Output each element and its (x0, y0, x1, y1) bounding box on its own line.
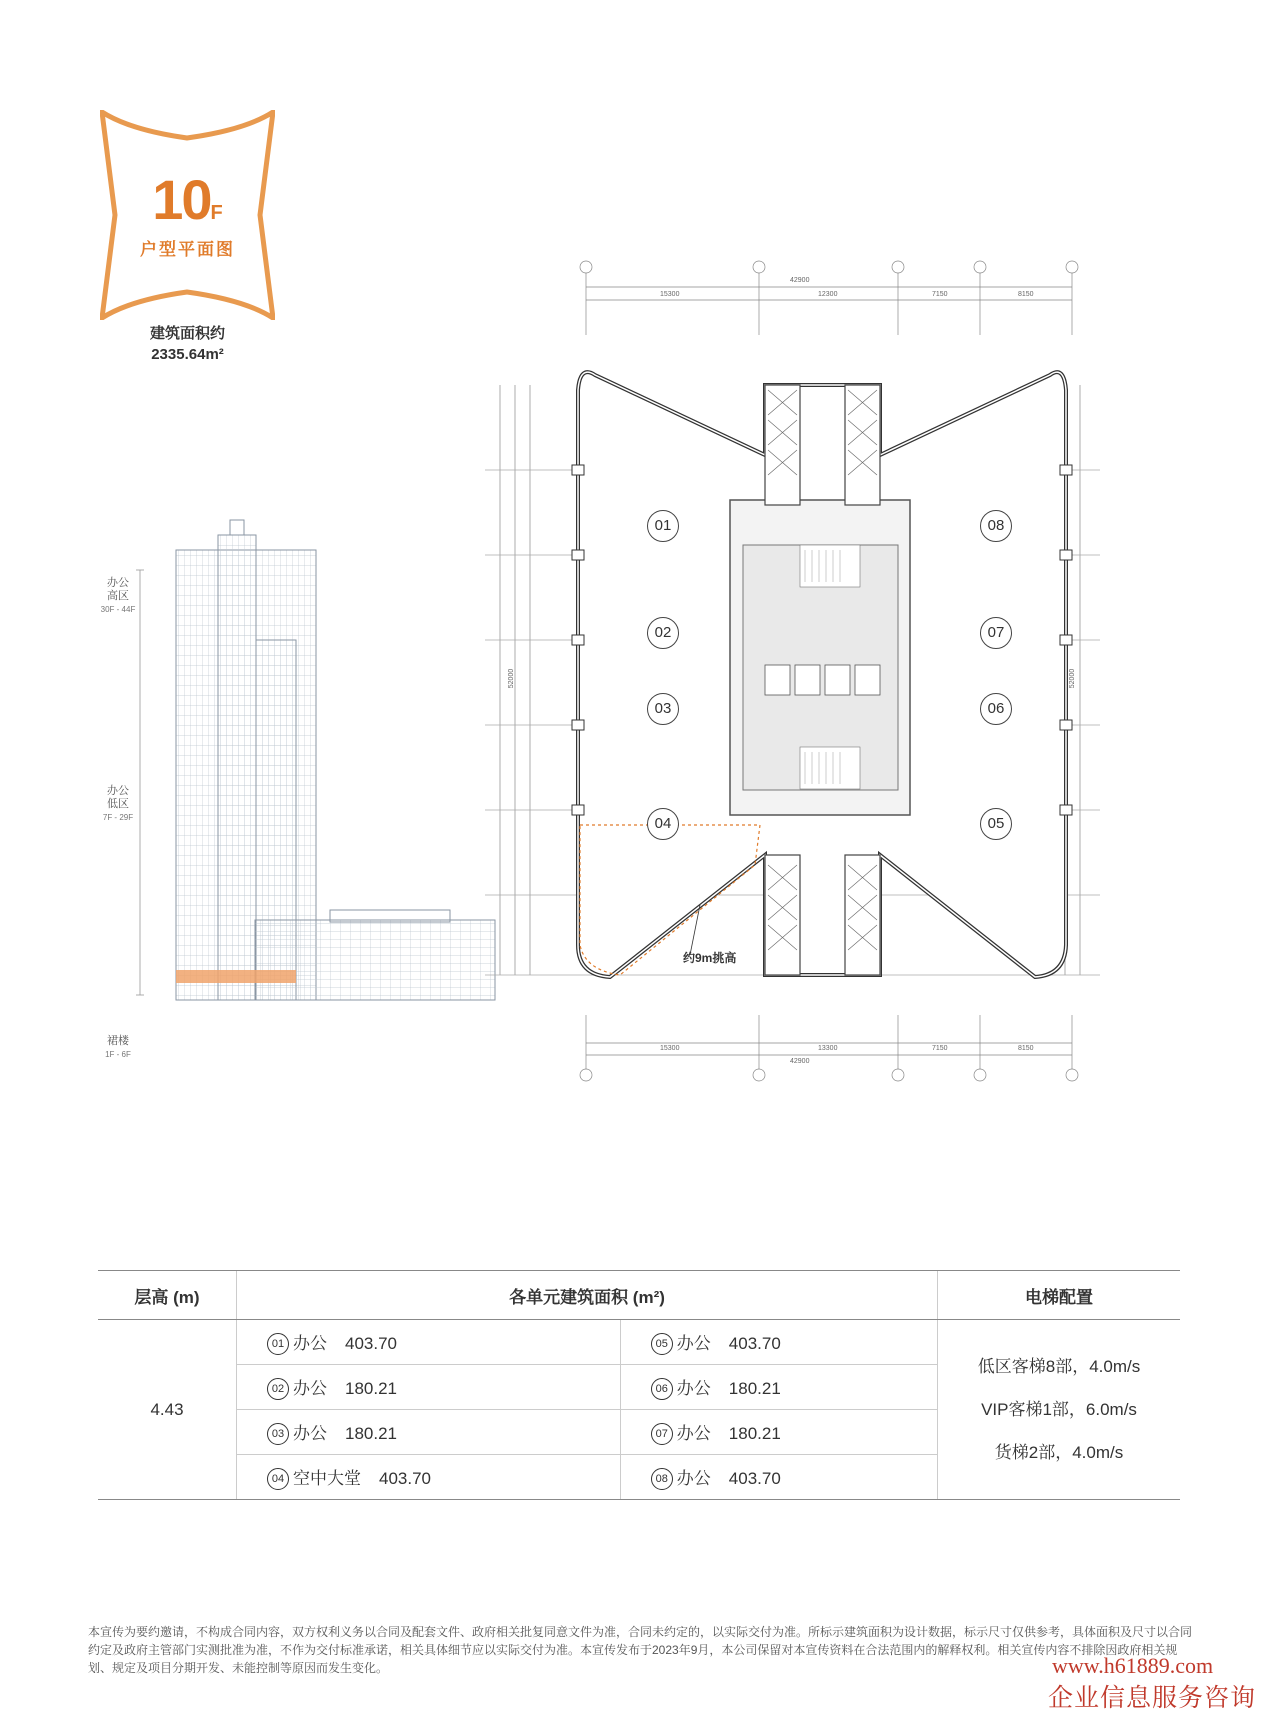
unit-07-label: 07 (980, 617, 1012, 649)
unit-08-label: 08 (980, 510, 1012, 542)
floor-plan-title: 户型平面图 (140, 240, 235, 259)
dim-side-right: 52000 (1069, 668, 1077, 689)
unit-02-label: 02 (647, 617, 679, 649)
unit-row-05: 05 办公 403.70 (620, 1320, 937, 1365)
dim-top-2: 12300 (818, 291, 838, 298)
dim-bottom-4: 8150 (1018, 1045, 1034, 1052)
unit-row-06: 06 办公 180.21 (620, 1365, 937, 1410)
building-elevation-drawing (100, 515, 500, 1095)
floor-badge (100, 110, 275, 320)
dim-top-total: 42900 (790, 277, 810, 284)
double-height-annotation: 约9m挑高 (683, 951, 737, 965)
dim-top-3: 7150 (932, 291, 948, 298)
unit-row-03: 03 办公 180.21 (237, 1410, 621, 1455)
disclaimer-text: 本宣传为要约邀请，不构成合同内容，双方权利义务以合同及配套文件、政府相关批复同意文件为准，合同未约定的，以实际交付为准。所标示建筑面积为设计数据，标示尺寸仅供参考，具体面积及尺寸以合同约定及政府主管部门实测批准为准，不作为交付标准承诺，相关具体细节应以实际交付为准。本宣传发布于2023年9月，本公司保留对本宣传资料在合法范围内的解释权利。相关宣传内容不排除因政府相关规划、规定及项目分期开发、未能控制等原因而发生变化。 (88, 1625, 1193, 1675)
table-header-row (98, 1271, 1180, 1320)
area-label: 建筑面积约 (149, 325, 225, 342)
area-value: 2335.64m² (151, 346, 224, 363)
unit-01-label: 01 (647, 510, 679, 542)
dim-side-left: 52000 (508, 668, 516, 689)
dim-bottom-total: 42900 (790, 1058, 810, 1065)
elevator-low-zone: 低区客梯8部，4.0m/s (977, 1357, 1141, 1376)
floor-plan (460, 255, 1120, 1095)
header-elevator: 电梯配置 (938, 1271, 1181, 1320)
building-elevation (100, 515, 500, 1095)
unit-04-label: 04 (647, 808, 679, 840)
floor-number: 10F (152, 168, 223, 231)
dim-bottom-1: 15300 (660, 1045, 680, 1052)
unit-05-label: 05 (980, 808, 1012, 840)
table-row (98, 1320, 1180, 1365)
elevator-freight: 货梯2部，4.0m/s (994, 1443, 1124, 1462)
floor-height-value: 4.43 (98, 1320, 237, 1500)
unit-row-02: 02 办公 180.21 (237, 1365, 621, 1410)
unit-row-07: 07 办公 180.21 (620, 1410, 937, 1455)
elevator-config (938, 1320, 1181, 1500)
elevator-vip: VIP客梯1部，6.0m/s (981, 1400, 1137, 1419)
unit-row-01: 01 办公 403.70 (237, 1320, 621, 1365)
zone-high-office: 办公 高区 30F - 44F (100, 577, 136, 614)
unit-row-04: 04 空中大堂 403.70 (237, 1455, 621, 1500)
unit-03-label: 03 (647, 693, 679, 725)
dim-bottom-2: 13300 (818, 1045, 838, 1052)
zone-podium: 裙楼 1F - 6F (105, 1035, 131, 1059)
unit-row-08: 08 办公 403.70 (620, 1455, 937, 1500)
floor-plan-drawing (460, 255, 1120, 1095)
watermark-url: www.h61889.com (1052, 1653, 1214, 1678)
dim-top-4: 8150 (1018, 291, 1034, 298)
zone-low-office: 办公 低区 7F - 29F (102, 785, 134, 822)
spec-table (98, 1270, 1180, 1500)
dim-bottom-3: 7150 (932, 1045, 948, 1052)
header-unit-area: 各单元建筑面积 (m²) (237, 1271, 938, 1320)
dim-top-1: 15300 (660, 291, 680, 298)
unit-06-label: 06 (980, 693, 1012, 725)
header-floor-height: 层高 (m) (98, 1271, 237, 1320)
watermark-text: 企业信息服务咨询 (1048, 1683, 1257, 1712)
